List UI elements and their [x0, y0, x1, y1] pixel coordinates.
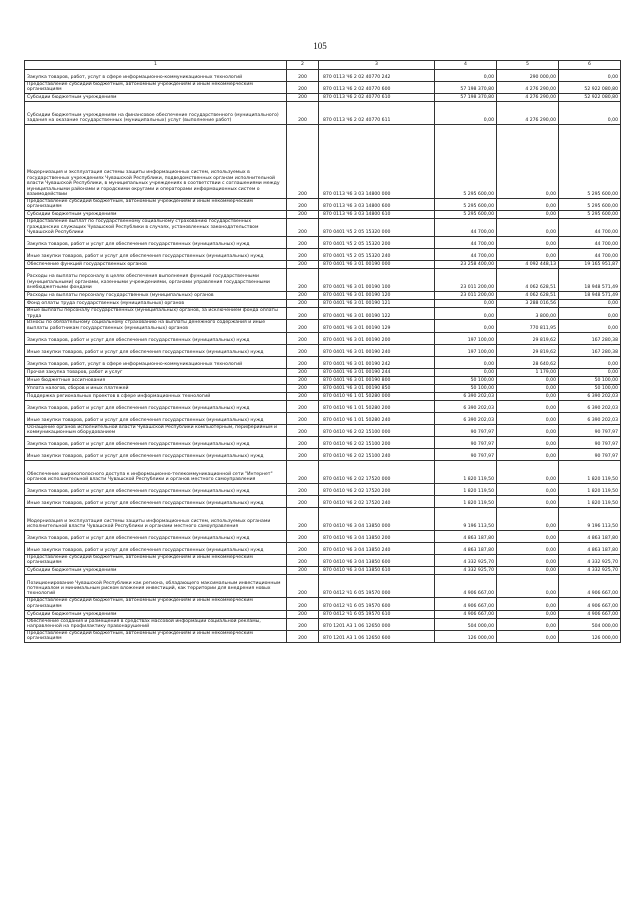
- table-row: [25, 555, 621, 567]
- row-value-col4: 44 700,00: [435, 249, 497, 261]
- row-value-col6: 0,00: [559, 356, 621, 368]
- row-description: Закупка товаров, работ и услуг для обеспечения государственных (муниципальных) нужд: [25, 484, 287, 496]
- row-description: Иные бюджетные ассигнования: [25, 376, 287, 384]
- row-value-col5: 4 062 628,51: [497, 292, 559, 300]
- row-value-col4: 50 100,00: [435, 376, 497, 384]
- row-budget-code: 870 0113 Ч6 3 03 14800 610: [319, 211, 435, 219]
- row-group-code: 200: [287, 555, 319, 567]
- row-value-col6: 4 332 925,70: [559, 555, 621, 567]
- row-budget-code: 870 0410 Ч6 2 02 15100 240: [319, 449, 435, 461]
- table-row: [25, 598, 621, 610]
- row-group-code: 200: [287, 449, 319, 461]
- row-description: Иные закупки товаров, работ и услуг для обеспечения государственных (муниципальных) нужд: [25, 449, 287, 461]
- row-description: Закупка товаров, работ и услуг для обеспечения государственных (муниципальных) нужд: [25, 237, 287, 249]
- row-description: Расходы на выплаты персоналу государственных (муниципальных) органов: [25, 292, 287, 300]
- row-value-col5: 0,00: [497, 598, 559, 610]
- row-budget-code: 870 0410 Ч6 1 01 50280 240: [319, 412, 435, 424]
- row-budget-code: 870 0401 Ч5 2 05 15320 200: [319, 237, 435, 249]
- row-group-code: 200: [287, 567, 319, 575]
- column-header: 1: [25, 61, 287, 70]
- budget-table: [24, 60, 621, 643]
- table-row: [25, 81, 621, 93]
- row-description: Обеспечение создания и размещения в средствах массовой информации социальной рекламы, направленной на профилактику правонарушений: [25, 618, 287, 630]
- row-value-col5: 0,00: [497, 211, 559, 219]
- table-row: [25, 101, 621, 124]
- row-description: Иные закупки товаров, работ и услуг для обеспечения государственных (муниципальных) нужд: [25, 496, 287, 508]
- row-value-col6: 0,00: [559, 69, 621, 81]
- row-value-col6: 52 922 080,80: [559, 93, 621, 101]
- row-value-col4: 6 390 202,03: [435, 412, 497, 424]
- row-group-code: 200: [287, 618, 319, 630]
- row-value-col5: 0,00: [497, 412, 559, 424]
- row-description: Предоставление субсидий бюджетным, автономным учреждениям и иным некоммерческим организациям: [25, 631, 287, 643]
- table-row: [25, 567, 621, 575]
- row-value-col4: 90 797,97: [435, 424, 497, 436]
- row-group-code: 200: [287, 69, 319, 81]
- row-description: Иные закупки товаров, работ и услуг для обеспечения государственных (муниципальных) нужд: [25, 249, 287, 261]
- row-value-col4: 6 390 202,03: [435, 400, 497, 412]
- row-budget-code: 870 0113 Ч6 2 02 40770 610: [319, 93, 435, 101]
- row-description: Субсидии бюджетным учреждениям на финансовое обеспечение государственного (муниципального) задания на оказание государственных (муниципальных) услуг (выполнение работ): [25, 101, 287, 124]
- row-description: Предоставление субсидий бюджетным, автономным учреждениям и иным некоммерческим организациям: [25, 198, 287, 210]
- row-value-col5: 4 276 290,00: [497, 81, 559, 93]
- row-value-col4: 4 906 667,00: [435, 598, 497, 610]
- row-value-col4: 4 863 187,80: [435, 531, 497, 543]
- row-value-col6: 6 390 202,03: [559, 392, 621, 400]
- table-row: [25, 531, 621, 543]
- row-description: Поддержка региональных проектов в сфере информационных технологий: [25, 392, 287, 400]
- row-value-col4: 23 258 400,00: [435, 261, 497, 269]
- row-value-col5: 4 092 448,13: [497, 261, 559, 269]
- table-row: [25, 300, 621, 308]
- row-budget-code: 870 0410 Ч6 2 02 15100 200: [319, 437, 435, 449]
- row-budget-code: 870 0410 Ч6 2 02 17520 240: [319, 496, 435, 508]
- row-group-code: 200: [287, 376, 319, 384]
- row-group-code: 200: [287, 320, 319, 332]
- row-value-col4: 44 700,00: [435, 237, 497, 249]
- row-budget-code: 870 0410 Ч6 1 01 50280 200: [319, 400, 435, 412]
- table-row: [25, 496, 621, 508]
- table-row: [25, 332, 621, 344]
- row-value-col6: 19 165 951,87: [559, 261, 621, 269]
- row-budget-code: 870 0410 Ч6 3 04 13850 200: [319, 531, 435, 543]
- row-value-col4: 197 100,00: [435, 332, 497, 344]
- row-budget-code: 870 0410 Ч6 3 04 13850 610: [319, 567, 435, 575]
- row-value-col5: 0,00: [497, 392, 559, 400]
- header-row: [25, 61, 621, 70]
- table-row: [25, 356, 621, 368]
- row-budget-code: 870 0113 Ч6 2 02 40770 600: [319, 81, 435, 93]
- row-value-col4: 6 390 202,03: [435, 392, 497, 400]
- row-budget-code: 870 0401 Ч6 3 01 00190 100: [319, 269, 435, 292]
- column-header: 3: [319, 61, 435, 70]
- row-group-code: 200: [287, 93, 319, 101]
- table-row: [25, 424, 621, 436]
- row-group-code: 200: [287, 424, 319, 436]
- row-value-col4: 0,00: [435, 320, 497, 332]
- table-row: [25, 618, 621, 630]
- row-value-col5: 28 640,62: [497, 356, 559, 368]
- row-group-code: 200: [287, 598, 319, 610]
- table-row: [25, 237, 621, 249]
- table-row: [25, 392, 621, 400]
- row-group-code: 200: [287, 400, 319, 412]
- row-description: Предоставление субсидий бюджетным, автономным учреждениям и иным некоммерческим организациям: [25, 81, 287, 93]
- row-budget-code: 870 1201 А3 1 06 12650 600: [319, 631, 435, 643]
- row-value-col4: 1 820 119,50: [435, 484, 497, 496]
- row-value-col6: 5 295 600,00: [559, 198, 621, 210]
- row-budget-code: 870 0401 Ч6 3 01 00190 240: [319, 344, 435, 356]
- row-value-col6: 4 906 667,00: [559, 610, 621, 618]
- table-row: [25, 261, 621, 269]
- row-value-col6: 90 797,97: [559, 437, 621, 449]
- table-row: [25, 484, 621, 496]
- row-group-code: 200: [287, 300, 319, 308]
- row-budget-code: 870 0401 Ч6 3 01 00190 000: [319, 261, 435, 269]
- row-value-col5: 0,00: [497, 198, 559, 210]
- row-value-col4: 0,00: [435, 300, 497, 308]
- row-value-col4: 57 198 370,80: [435, 93, 497, 101]
- row-description: Модернизация и эксплуатация системы защиты информационных систем, используемых в государственных учреждениях Чувашской Республики, подведомственных органам исполнительной власти Чувашской Республики, в муниципальных учреждениях в соответствии с соглашениями между муниципальными районами и городскими округами и операторами информационных систем о взаимодействии: [25, 124, 287, 198]
- row-value-col6: 6 390 202,03: [559, 400, 621, 412]
- row-value-col6: 0,00: [559, 300, 621, 308]
- row-description: Иные закупки товаров, работ и услуг для обеспечения государственных (муниципальных) нужд: [25, 543, 287, 555]
- row-value-col6: 126 000,00: [559, 631, 621, 643]
- table-row: [25, 292, 621, 300]
- row-value-col6: 0,00: [559, 101, 621, 124]
- table-row: [25, 543, 621, 555]
- row-value-col4: 1 820 119,50: [435, 461, 497, 484]
- row-value-col4: 44 700,00: [435, 219, 497, 237]
- row-group-code: 200: [287, 292, 319, 300]
- table-row: [25, 198, 621, 210]
- row-value-col5: 0,00: [497, 610, 559, 618]
- row-description: Закупка товаров, работ, услуг в сфере информационно-коммуникационных технологий: [25, 356, 287, 368]
- table-row: [25, 368, 621, 376]
- row-group-code: 200: [287, 496, 319, 508]
- row-value-col5: 29 819,62: [497, 344, 559, 356]
- row-group-code: 200: [287, 575, 319, 598]
- row-value-col4: 90 797,97: [435, 437, 497, 449]
- table-row: [25, 69, 621, 81]
- row-value-col5: 0,00: [497, 496, 559, 508]
- row-group-code: 200: [287, 631, 319, 643]
- row-group-code: 200: [287, 237, 319, 249]
- row-budget-code: 870 0401 Ч5 2 05 15320 240: [319, 249, 435, 261]
- row-description: Субсидии бюджетным учреждениям: [25, 610, 287, 618]
- row-group-code: 200: [287, 461, 319, 484]
- row-value-col6: 504 000,00: [559, 618, 621, 630]
- row-description: Прочая закупка товаров, работ и услуг: [25, 368, 287, 376]
- row-value-col6: 1 820 119,50: [559, 496, 621, 508]
- row-value-col5: 0,00: [497, 219, 559, 237]
- table-body: [25, 69, 621, 643]
- row-value-col5: 3 288 016,56: [497, 300, 559, 308]
- row-value-col6: 50 100,00: [559, 376, 621, 384]
- row-description: Закупка товаров, работ и услуг для обеспечения государственных (муниципальных) нужд: [25, 437, 287, 449]
- row-value-col5: 0,00: [497, 384, 559, 392]
- table-row: [25, 320, 621, 332]
- row-value-col4: 5 295 600,00: [435, 211, 497, 219]
- row-description: Расходы на выплаты персоналу в целях обеспечения выполнения функций государственными (муниципальными) органами, казенными учреждениями, органами управления государственными внебюджетными фондами: [25, 269, 287, 292]
- row-group-code: 200: [287, 81, 319, 93]
- row-group-code: 200: [287, 356, 319, 368]
- row-group-code: 200: [287, 610, 319, 618]
- row-value-col5: 0,00: [497, 631, 559, 643]
- row-value-col4: 0,00: [435, 101, 497, 124]
- row-value-col5: 3 800,00: [497, 308, 559, 320]
- row-group-code: 200: [287, 198, 319, 210]
- row-budget-code: 870 0412 Ч1 6 05 19570 610: [319, 610, 435, 618]
- row-value-col6: 0,00: [559, 368, 621, 376]
- row-group-code: 200: [287, 437, 319, 449]
- table-row: [25, 211, 621, 219]
- row-value-col4: 9 196 113,50: [435, 508, 497, 531]
- row-value-col5: 0,00: [497, 461, 559, 484]
- row-budget-code: 870 0410 Ч6 2 02 17520 000: [319, 461, 435, 484]
- table-row: [25, 610, 621, 618]
- row-budget-code: 870 0113 Ч6 2 02 40770 242: [319, 69, 435, 81]
- row-value-col5: 0,00: [497, 449, 559, 461]
- column-header: 5: [497, 61, 559, 70]
- table-row: [25, 219, 621, 237]
- row-value-col5: 4 062 628,51: [497, 269, 559, 292]
- row-budget-code: 870 0113 Ч6 3 03 14800 000: [319, 124, 435, 198]
- row-value-col5: 29 819,62: [497, 332, 559, 344]
- row-description: Обеспечение широкополосного доступа к информационно-телекоммуникационной сети "Интернет" органов исполнительной власти Чувашской Республики и органов местного самоуправления: [25, 461, 287, 484]
- row-value-col6: 1 820 119,50: [559, 484, 621, 496]
- row-value-col5: 0,00: [497, 424, 559, 436]
- row-value-col5: 0,00: [497, 567, 559, 575]
- table-row: [25, 412, 621, 424]
- row-description: Взносы по обязательному социальному страхованию на выплаты денежного содержания и иные выплаты работникам государственных (муниципальных) органов: [25, 320, 287, 332]
- row-value-col4: 5 295 600,00: [435, 124, 497, 198]
- row-value-col4: 50 100,00: [435, 384, 497, 392]
- row-value-col6: 90 797,97: [559, 424, 621, 436]
- row-value-col4: 4 906 667,00: [435, 610, 497, 618]
- row-description: Закупка товаров, работ и услуг для обеспечения государственных (муниципальных) нужд: [25, 332, 287, 344]
- row-value-col4: 1 820 119,50: [435, 496, 497, 508]
- row-budget-code: 870 0412 Ч1 6 05 19570 000: [319, 575, 435, 598]
- row-value-col6: 4 863 187,80: [559, 543, 621, 555]
- row-value-col5: 0,00: [497, 618, 559, 630]
- row-value-col6: 9 196 113,50: [559, 508, 621, 531]
- row-group-code: 200: [287, 484, 319, 496]
- row-value-col4: 90 797,97: [435, 449, 497, 461]
- row-value-col4: 0,00: [435, 356, 497, 368]
- table-row: [25, 344, 621, 356]
- row-value-col6: 50 100,00: [559, 384, 621, 392]
- row-value-col4: 57 198 370,80: [435, 81, 497, 93]
- row-budget-code: 870 0401 Ч6 3 01 00190 850: [319, 384, 435, 392]
- table-row: [25, 575, 621, 598]
- row-budget-code: 870 0410 Ч6 1 01 50280 000: [319, 392, 435, 400]
- row-budget-code: 870 0401 Ч6 3 01 00190 200: [319, 332, 435, 344]
- row-value-col4: 4 332 925,70: [435, 555, 497, 567]
- row-value-col4: 0,00: [435, 308, 497, 320]
- row-description: Предоставление субсидий бюджетным, автономным учреждениям и иным некоммерческим организациям: [25, 598, 287, 610]
- row-value-col6: 4 906 667,00: [559, 598, 621, 610]
- row-budget-code: 870 0401 Ч6 3 01 00190 242: [319, 356, 435, 368]
- row-value-col6: 18 948 571,49: [559, 269, 621, 292]
- row-value-col6: 1 820 119,50: [559, 461, 621, 484]
- row-value-col6: 44 700,00: [559, 219, 621, 237]
- row-description: Субсидии бюджетным учреждениям: [25, 211, 287, 219]
- row-value-col6: 44 700,00: [559, 249, 621, 261]
- row-budget-code: 870 0401 Ч5 2 05 15320 000: [319, 219, 435, 237]
- row-description: Иные закупки товаров, работ и услуг для обеспечения государственных (муниципальных) нужд: [25, 344, 287, 356]
- table-row: [25, 376, 621, 384]
- row-description: Модернизация и эксплуатация системы защиты информационных систем, используемых органами исполнительной власти Чувашской Республики и органами местного самоуправления: [25, 508, 287, 531]
- row-group-code: 200: [287, 368, 319, 376]
- row-value-col6: 4 906 667,00: [559, 575, 621, 598]
- row-value-col6: 90 797,97: [559, 449, 621, 461]
- table-row: [25, 461, 621, 484]
- row-group-code: 200: [287, 261, 319, 269]
- row-description: Позиционирование Чувашской Республики как региона, обладающего максимальным инвестиционным потенциалом и минимальным риском вложения инвестиций, как территории для внедрения новых технологий: [25, 575, 287, 598]
- row-group-code: 200: [287, 412, 319, 424]
- row-value-col4: 4 906 667,00: [435, 575, 497, 598]
- row-description: Субсидии бюджетным учреждениям: [25, 567, 287, 575]
- table-row: [25, 249, 621, 261]
- row-value-col5: 0,00: [497, 484, 559, 496]
- row-value-col6: 44 700,00: [559, 237, 621, 249]
- row-value-col4: 23 011 200,00: [435, 269, 497, 292]
- row-value-col4: 5 295 600,00: [435, 198, 497, 210]
- row-description: Фонд оплаты труда государственных (муниципальных) органов: [25, 300, 287, 308]
- row-group-code: 200: [287, 124, 319, 198]
- row-description: Обеспечение функций государственных органов: [25, 261, 287, 269]
- row-group-code: 200: [287, 269, 319, 292]
- row-value-col6: 4 332 925,70: [559, 567, 621, 575]
- row-value-col5: 4 276 290,00: [497, 93, 559, 101]
- page-number: 105: [313, 41, 327, 51]
- row-value-col5: 0,00: [497, 376, 559, 384]
- table-row: [25, 508, 621, 531]
- row-value-col5: 770 811,95: [497, 320, 559, 332]
- row-value-col5: 0,00: [497, 437, 559, 449]
- row-group-code: 200: [287, 308, 319, 320]
- column-header: 6: [559, 61, 621, 70]
- row-budget-code: 870 0401 Ч6 3 01 00190 120: [319, 292, 435, 300]
- row-value-col5: 0,00: [497, 249, 559, 261]
- table-row: [25, 400, 621, 412]
- row-group-code: 200: [287, 219, 319, 237]
- table-row: [25, 308, 621, 320]
- table-row: [25, 124, 621, 198]
- row-description: Закупка товаров, работ и услуг для обеспечения государственных (муниципальных) нужд: [25, 400, 287, 412]
- row-description: Оснащение органов исполнительной власти Чувашской Республики компьютерным, периферийным и коммуникационным оборудованием: [25, 424, 287, 436]
- row-budget-code: 870 0410 Ч6 3 04 13850 000: [319, 508, 435, 531]
- row-value-col5: 0,00: [497, 543, 559, 555]
- row-budget-code: 870 0113 Ч6 2 02 40770 611: [319, 101, 435, 124]
- column-header: 4: [435, 61, 497, 70]
- row-group-code: 200: [287, 392, 319, 400]
- row-value-col4: 4 332 925,70: [435, 567, 497, 575]
- row-value-col4: 0,00: [435, 69, 497, 81]
- row-value-col6: 167 280,38: [559, 344, 621, 356]
- row-value-col5: 0,00: [497, 575, 559, 598]
- row-value-col6: 0,00: [559, 320, 621, 332]
- row-value-col6: 6 390 202,03: [559, 412, 621, 424]
- row-group-code: 200: [287, 101, 319, 124]
- row-budget-code: 870 0401 Ч6 3 01 00190 800: [319, 376, 435, 384]
- row-value-col5: 0,00: [497, 124, 559, 198]
- row-value-col4: 197 100,00: [435, 344, 497, 356]
- row-value-col5: 4 276 290,00: [497, 101, 559, 124]
- row-value-col5: 0,00: [497, 508, 559, 531]
- row-budget-code: 870 0401 Ч6 3 01 00190 129: [319, 320, 435, 332]
- row-value-col6: 0,00: [559, 308, 621, 320]
- row-budget-code: 870 0401 Ч6 3 01 00190 244: [319, 368, 435, 376]
- row-group-code: 200: [287, 211, 319, 219]
- row-value-col6: 4 863 187,80: [559, 531, 621, 543]
- row-value-col4: 23 011 200,00: [435, 292, 497, 300]
- row-description: Предоставление субсидий бюджетным, автономным учреждениям и иным некоммерческим организациям: [25, 555, 287, 567]
- row-value-col6: 18 948 571,49: [559, 292, 621, 300]
- row-budget-code: 870 0410 Ч6 2 02 17520 200: [319, 484, 435, 496]
- row-group-code: 200: [287, 508, 319, 531]
- row-group-code: 200: [287, 249, 319, 261]
- row-description: Закупка товаров, работ, услуг в сфере информационно-коммуникационных технологий: [25, 69, 287, 81]
- row-budget-code: 870 0410 Ч6 2 02 15100 000: [319, 424, 435, 436]
- row-group-code: 200: [287, 332, 319, 344]
- table-row: [25, 269, 621, 292]
- row-description: Уплата налогов, сборов и иных платежей: [25, 384, 287, 392]
- row-value-col4: 4 863 187,80: [435, 543, 497, 555]
- row-description: Субсидии бюджетным учреждениям: [25, 93, 287, 101]
- table-row: [25, 449, 621, 461]
- row-budget-code: 870 0410 Ч6 3 04 13850 240: [319, 543, 435, 555]
- row-group-code: 200: [287, 384, 319, 392]
- row-group-code: 200: [287, 543, 319, 555]
- row-group-code: 200: [287, 531, 319, 543]
- row-budget-code: 870 1201 А3 1 06 12650 000: [319, 618, 435, 630]
- row-description: Закупка товаров, работ и услуг для обеспечения государственных (муниципальных) нужд: [25, 531, 287, 543]
- row-group-code: 200: [287, 344, 319, 356]
- row-description: Иные выплаты персоналу государственных (муниципальных) органов, за исключением фонда оплаты труда: [25, 308, 287, 320]
- row-value-col5: 0,00: [497, 237, 559, 249]
- row-value-col6: 167 280,38: [559, 332, 621, 344]
- table-row: [25, 437, 621, 449]
- row-value-col4: 504 000,00: [435, 618, 497, 630]
- row-budget-code: 870 0412 Ч1 6 05 19570 600: [319, 598, 435, 610]
- table-row: [25, 93, 621, 101]
- row-value-col5: 0,00: [497, 555, 559, 567]
- row-value-col5: 0,00: [497, 531, 559, 543]
- row-value-col6: 5 295 600,00: [559, 211, 621, 219]
- row-value-col6: 52 922 080,80: [559, 81, 621, 93]
- row-value-col5: 1 179,00: [497, 368, 559, 376]
- row-budget-code: 870 0401 Ч6 3 01 00190 121: [319, 300, 435, 308]
- table-row: [25, 384, 621, 392]
- column-header: 2: [287, 61, 319, 70]
- row-value-col4: 126 000,00: [435, 631, 497, 643]
- table-row: [25, 631, 621, 643]
- row-value-col4: 0,00: [435, 368, 497, 376]
- row-budget-code: 870 0401 Ч6 3 01 00190 122: [319, 308, 435, 320]
- row-description: Иные закупки товаров, работ и услуг для обеспечения государственных (муниципальных) нужд: [25, 412, 287, 424]
- row-value-col6: 5 295 600,00: [559, 124, 621, 198]
- row-budget-code: 870 0113 Ч6 3 03 14800 600: [319, 198, 435, 210]
- row-description: Предоставление выплат по государственному социальному страхованию государственных гражданских служащих Чувашской Республики в случаях, установленных законодательством Чувашской Республики: [25, 219, 287, 237]
- row-budget-code: 870 0410 Ч6 3 04 13850 600: [319, 555, 435, 567]
- row-value-col5: 290 000,00: [497, 69, 559, 81]
- row-value-col5: 0,00: [497, 400, 559, 412]
